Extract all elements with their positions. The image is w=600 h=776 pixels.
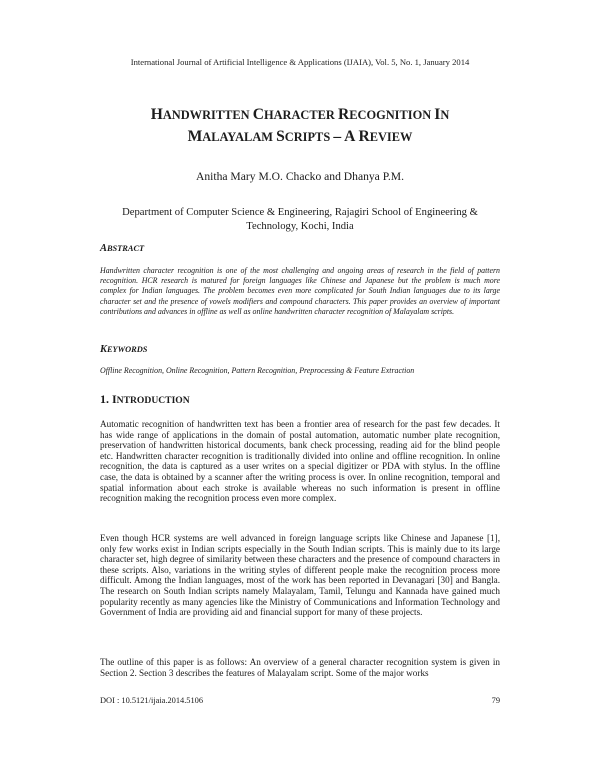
section-heading-introduction: 1. INTRODUCTION (100, 392, 190, 406)
running-header: International Journal of Artificial Intelligence & Applications (IJAIA), Vol. 5, No. 1, January 2014 (130, 57, 470, 67)
intro-paragraph-2: Even though HCR systems are well advanced in foreign language scripts like Chinese and Japanese [1], only few works exist in Indian scripts especially in the South Indian scripts. This is mainly due to its large character set, high degree of similarity between these characters and the presence of compound characters in these scripts. Also, variations in the writing styles of different people make the recognition process more difficult. Among the Indian languages, most of the work has been reported in Devanagari [30] and Bangla. The research on South Indian scripts namely Malayalam, Tamil, Telungu and Kannada have gained much popularity recently as many agencies like the Ministry of Communications and Information Technology and Government of India are providing aid and financial support for many of these projects. (100, 533, 500, 618)
abstract-text: Handwritten character recognition is one of the most challenging and ongoing areas of research in the field of pattern recognition. HCR research is matured for foreign languages like Chinese and Japanese but the problem is much more complex for Indian languages. The problem becomes even more complicated for South Indian languages due to its large character set and the presence of vowels modifiers and compound characters. This paper provides an overview of important contributions and advances in offline as well as online handwritten character recognition of Malayalam scripts. (100, 266, 500, 316)
affiliation-line-1: Department of Computer Science & Engineering, Rajagiri School of Engineering & (122, 207, 478, 218)
title-line-2: MALAYALAM SCRIPTS – A REVIEW (187, 128, 413, 145)
footer-doi: DOI : 10.5121/ijaia.2014.5106 (100, 696, 204, 705)
page-number: 79 (491, 696, 500, 705)
affiliation-line-2: Technology, Kochi, India (246, 220, 354, 232)
intro-paragraph-1: Automatic recognition of handwritten text has been a frontier area of research for the past few decades. It has wide range of applications in the domain of postal automation, automatic number plate recognition, preservation of handwritten historical documents, bank check processing, reading aid for the blind people etc. Handwritten character recognition is traditionally divided into online and offline recognition. In online recognition, the data is captured as a user writes on a special digitizer or PDA with stylus. In the offline case, the data is obtained by a scanner after the writing process is over. In online recognition, temporal and spatial information about each stroke is available whereas no such information is present in offline recognition making the recognition process even more complex. (100, 419, 500, 504)
keywords-heading: KEYWORDS (100, 344, 148, 355)
affiliation (100, 206, 500, 233)
intro-paragraph-3: The outline of this paper is as follows: An overview of a general character recognition system is given in Section 2. Section 3 describes the features of Malayalam script. Some of the major works (100, 657, 500, 678)
paper-title (60, 104, 540, 148)
title-line-1: HANDWRITTEN CHARACTER RECOGNITION IN (150, 106, 450, 123)
abstract-heading: ABSTRACT (100, 243, 145, 254)
keywords-text: Offline Recognition, Online Recognition, Pattern Recognition, Preprocessing & Feature Extraction (100, 366, 415, 375)
authors: Anitha Mary M.O. Chacko and Dhanya P.M. (195, 170, 404, 183)
